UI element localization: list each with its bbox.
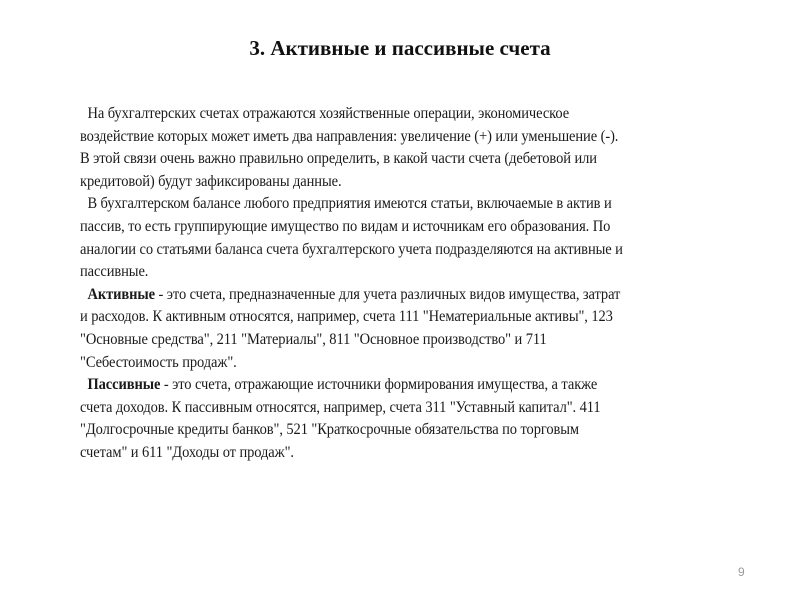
text-line: "Основные средства", 211 "Материалы", 811 "Основное производство" и 711	[80, 330, 547, 348]
page-number: 9	[738, 565, 745, 579]
text-line	[80, 374, 712, 397]
text-line: кредитовой) будут зафиксированы данные.	[80, 172, 342, 190]
text-line	[80, 284, 712, 307]
slide-body	[80, 103, 760, 465]
paragraph-accounting-operations	[80, 103, 760, 193]
text-line: аналогии со статьями баланса счета бухгалтерского учета подразделяются на активные и	[80, 240, 623, 258]
text-line: пассив, то есть группирующие имущество по видам и источникам его образования. По	[80, 217, 611, 235]
text-line: "Себестоимость продаж".	[80, 353, 237, 371]
text-line: В бухгалтерском балансе любого предприятия имеются статьи, включаемые в актив и	[87, 195, 612, 213]
definition-text: - это счета, отражающие источники формирования имущества, а также	[160, 376, 598, 394]
term-active: Активные	[87, 285, 155, 303]
paragraph-passive-accounts	[80, 374, 760, 464]
text-line: счета доходов. К пассивным относятся, например, счета 311 "Уставный капитал". 411	[80, 398, 601, 416]
text-line: пассивные.	[80, 263, 149, 281]
definition-text: - это счета, предназначенные для учета различных видов имущества, затрат	[154, 285, 621, 303]
text-line: "Долгосрочные кредиты банков", 521 "Краткосрочные обязательства по торговым	[80, 421, 580, 439]
paragraph-active-accounts	[80, 284, 760, 374]
text-line: На бухгалтерских счетах отражаются хозяйственные операции, экономическое	[87, 105, 570, 122]
slide-title: 3. Активные и пассивные счета	[249, 36, 551, 60]
text-line: и расходов. К активным относятся, например, счета 111 "Нематериальные активы", 123	[80, 308, 613, 326]
term-passive: Пассивные	[87, 376, 161, 394]
text-line: В этой связи очень важно правильно определить, в какой части счета (дебетовой или	[80, 150, 597, 168]
paragraph-balance	[80, 193, 760, 283]
text-line: воздействие которых может иметь два направления: увеличение (+) или уменьшение (-).	[80, 127, 619, 145]
text-line: счетам" и 611 "Доходы от продаж".	[80, 443, 294, 461]
